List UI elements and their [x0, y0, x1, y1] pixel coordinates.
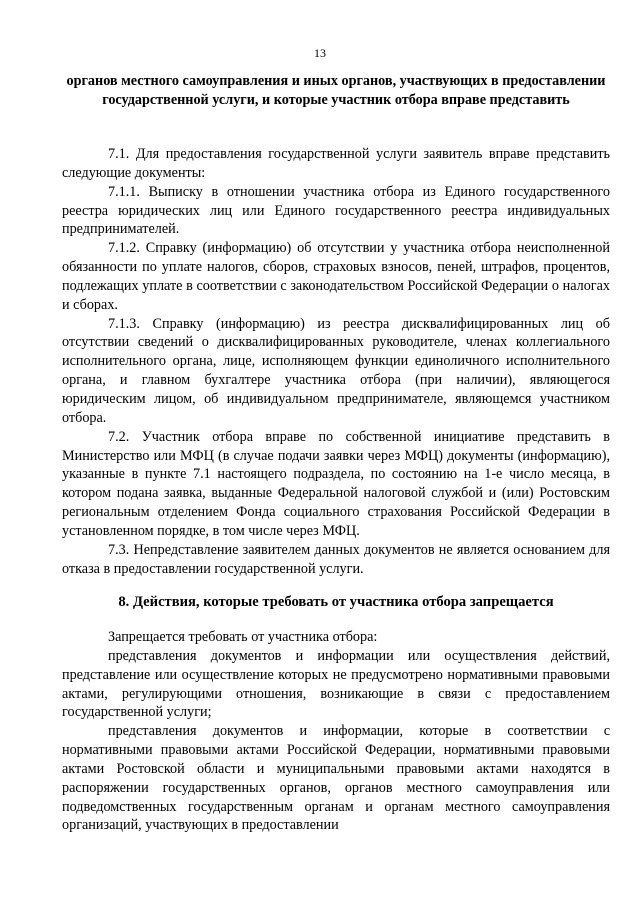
paragraph-8-intro: Запрещается требовать от участника отбора: [108, 629, 378, 645]
paragraph-7-1-3: 7.1.3. Справку (информацию) из реестра дисквалифицированных лиц об отсутствии сведений о дисквалифицированных руководителе, членах коллегиального исполнительного органа, лице, исполняющем функции единоличного исполнительного органа, и главном бухгалтере участника отбора (при наличии), являющегося юридическим лицом, об индивидуальном предпринимателе, являющемся участником отбора. [62, 315, 610, 426]
paragraph-7-1-2: 7.1.2. Справку (информацию) об отсутствии у участника отбора неисполненной обязанности по уплате налогов, сборов, страховых взносов, пеней, штрафов, процентов, подлежащих уплате в соответствии с законодательством Российской Федерации о налогах и сборах. [62, 240, 610, 313]
section-heading-documents: органов местного самоуправления и иных органов, участвующих в предоставлении государственной услуги, и которые участник отбора вправе представить [66, 73, 606, 108]
paragraph-7-3: 7.3. Непредставление заявителем данных документов не является основанием для отказа в предоставлении государственной услуги. [62, 541, 610, 577]
section-7-body [62, 145, 610, 578]
paragraph-8-item-2: представления документов и информации, которые в соответствии с нормативными правовыми актами Российской Федерации, нормативными правовыми актами Ростовской области и муниципальными правовыми актами находятся в распоряжении государственных органов, органов местного самоуправления или подведомственных государственным органам и органам местного самоуправления организаций, участвующих в предоставлении [62, 723, 610, 834]
paragraph-7-1-1: 7.1.1. Выписку в отношении участника отбора из Единого государственного реестра юридических лиц или Единого государственного реестра индивидуальных предпринимателей. [62, 183, 610, 238]
section-heading-8: 8. Действия, которые требовать от участника отбора запрещается [118, 594, 554, 610]
paragraph-8-item-1: представления документов и информации или осуществления действий, представление или осуществление которых не предусмотрено нормативными правовыми актами, регулирующими отношения, возникающие в связи с предоставлением государственной услуги; [62, 647, 610, 721]
paragraph-7-1: 7.1. Для предоставления государственной услуги заявитель вправе представить следующие документы: [62, 146, 610, 181]
page-number: 13 [314, 46, 326, 60]
section-8-body [62, 628, 610, 835]
paragraph-7-2: 7.2. Участник отбора вправе по собственной инициативе представить в Министерство или МФЦ (в случае подачи заявки через МФЦ) документы (информацию), указанные в пункте 7.1 настоящего подраздела, по состоянию на 1-е число месяца, в котором подана заявка, выданные Федеральной налоговой службой и (или) Ростовским региональным отделением Фонда социального страхования Российской Федерации в установленном порядке, в том числе через МФЦ. [62, 428, 610, 539]
